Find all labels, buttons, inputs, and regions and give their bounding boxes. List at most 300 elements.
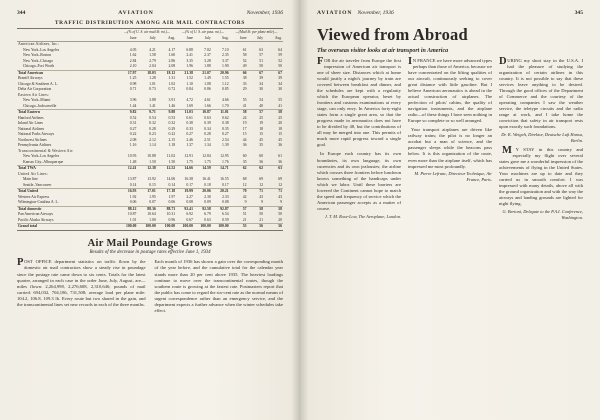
table-cell: 1.58	[149, 53, 156, 58]
table-cell: 88.36	[137, 206, 156, 212]
table-cell: 92.87	[212, 206, 230, 212]
table-cell: 41	[242, 103, 247, 108]
table-cell: 19	[259, 121, 264, 126]
table-cell: 92.41	[176, 206, 194, 212]
contractor-name: Total United	[17, 189, 118, 195]
table-month-header: June	[176, 35, 194, 42]
table-cell: 39	[278, 76, 282, 81]
table-cell: 12.38	[137, 166, 156, 172]
table-cell: 100.00	[176, 224, 194, 231]
table-cell: 41	[278, 103, 282, 108]
table-cell: 12	[242, 182, 247, 187]
table-cell: 10.87	[127, 212, 137, 217]
table-cell: 1.97	[168, 194, 176, 199]
table-cell: 52	[278, 58, 282, 63]
table-cell: 0.98	[129, 81, 137, 86]
table-cell: 2.51	[204, 137, 211, 142]
table-month-header: Aug.	[212, 35, 230, 42]
table-cell: 51	[242, 212, 247, 217]
table-cell: 1.90	[222, 64, 229, 69]
table-cell: 51	[259, 58, 264, 63]
table-cell: 17.01	[137, 189, 156, 195]
table-cell: 92.58	[194, 206, 212, 212]
table-cell: 1.48	[129, 159, 137, 164]
table-cell: 18	[259, 126, 264, 131]
table-cell: 1.70	[222, 103, 229, 108]
contractor-name: Transcontinental & Western Air:	[18, 148, 74, 153]
table-cell: 1.10	[186, 81, 193, 86]
table-cell: 36	[242, 143, 247, 148]
table-cell: 88.73	[157, 206, 176, 212]
table-cell: 0.71	[129, 87, 137, 92]
table-cell: 1.25	[129, 76, 137, 81]
table-cell: 43	[259, 194, 264, 199]
table-cell: 1.18	[168, 143, 176, 148]
table-cell: 1.02	[168, 81, 176, 86]
table-cell: 16.38	[184, 177, 193, 182]
table-cell: 100.00	[194, 224, 212, 231]
table-cell: 35	[259, 143, 264, 148]
table-cell: 1.92	[129, 194, 137, 199]
contractor-name: Braniff Airways	[18, 76, 43, 81]
table-cell: 38	[242, 76, 247, 81]
table-cell: 68	[242, 177, 247, 182]
table-cell: 33	[242, 81, 247, 86]
table-cell: 16.93	[118, 189, 137, 195]
table-cell: 10.31	[166, 212, 176, 217]
drop-cap: P	[17, 257, 24, 269]
table-cell: 60	[259, 154, 264, 159]
table-cell: 4.21	[149, 47, 156, 52]
table-cell: 70	[230, 189, 248, 195]
table-cell: 40	[259, 103, 264, 108]
poundage-article-title: Air Mail Poundage Grows	[87, 237, 213, 249]
table-cell: 0.59	[222, 217, 229, 222]
table-cell: 0.32	[149, 121, 156, 126]
table-cell: 14.71	[212, 166, 230, 172]
table-cell: 56	[264, 224, 283, 231]
table-cell: 1.49	[204, 76, 211, 81]
paragraph: Each month of 1936 has shown a gain over the corresponding month of the year before, and the cumulative total for the calendar year stands more than 20 per cent above 1935. The heaviest loadings continue to move over the transcontinental routes, though the southern route is growing at the fastest rate. Postmasters report that the public has come to regard the six-cent rate as the normal means of urgent correspondence rather than an emergency service, and the department expects a further advance when the winter schedules take effect.	[154, 259, 283, 313]
table-cell: 14.59	[194, 166, 212, 172]
table-cell: 1.88	[204, 64, 211, 69]
contractor-name: New York–Boston	[23, 53, 52, 58]
contractor-name: Western Air Express	[18, 194, 50, 199]
table-cell: 12.52	[157, 166, 176, 172]
table-cell: 44	[242, 137, 247, 142]
table-cell: 57	[259, 53, 264, 58]
left-page-header	[17, 10, 283, 16]
table-cell: 3.35	[186, 58, 193, 63]
table-cell: 9	[261, 200, 264, 205]
table-cell: 100.00	[118, 224, 137, 231]
contractor-name: New York–Miami	[23, 98, 51, 103]
table-cell: 2.15	[168, 137, 176, 142]
table-cell: 0.17	[222, 182, 229, 187]
table-cell: 100.00	[212, 224, 230, 231]
table-cell: 10.64	[147, 212, 156, 217]
table-cell: 9.88	[157, 110, 176, 116]
text-column	[408, 55, 492, 225]
table-cell: 0.14	[168, 182, 176, 187]
table-cell: 20.21	[212, 189, 230, 195]
table-cell: 4.61	[204, 98, 211, 103]
table-cell: 0.27	[129, 126, 137, 131]
attribution: Dr. K. Weigelt, Direktor, Deutsche Luft Hansa, Berlin.	[501, 131, 583, 143]
journal-title-left: AVIATION	[118, 10, 154, 16]
table-cell: 6.88	[186, 47, 193, 52]
table-cell: 100.00	[137, 224, 156, 231]
attribution: M. Pierre Lefranc, Directeur Technique, Air France, Paris.	[414, 171, 492, 182]
table-cell: 60	[242, 154, 247, 159]
table-cell: 1.01	[149, 81, 156, 86]
table-cell: 1.95	[149, 194, 156, 199]
table-cell: 15	[278, 132, 282, 137]
contractor-name: Chicago–Jacksonville	[23, 103, 57, 108]
table-cell: 16.55	[220, 177, 229, 182]
table-month-header: Aug.	[157, 35, 176, 42]
table-cell: 1.75	[186, 159, 193, 164]
table-cell: 9	[244, 200, 247, 205]
contractor-name: Pennsylvania Airlines	[18, 143, 52, 148]
contractor-name: Total American	[17, 70, 118, 76]
poundage-columns	[17, 259, 283, 317]
table-cell: 13.87	[127, 177, 137, 182]
table-cell: 0.73	[149, 87, 156, 92]
table-cell: 0.85	[222, 87, 229, 92]
table-cell: 0.54	[149, 115, 156, 120]
table-cell: 34	[278, 81, 282, 86]
table-cell: 1.50	[149, 159, 156, 164]
table-cell: 25	[278, 115, 282, 120]
table-row	[17, 160, 283, 166]
table-cell: 1.76	[222, 159, 229, 164]
table-cell: 9	[280, 200, 282, 205]
table-cell: 14.06	[166, 177, 176, 182]
table-cell: 0.23	[149, 132, 156, 137]
paragraph: In Europe each country has its own boundaries, its own language, its own currencies and its own jealousies; the airline which crosses three frontiers before luncheon knows something of the handicaps under which we labor. Until these barriers are lowered the Continent cannot hope to match the speed and frequency of service which the American passenger accepts as a matter of course.	[317, 151, 401, 211]
table-cell: 1.01	[129, 217, 137, 222]
table-month-header: Aug.	[264, 35, 283, 42]
table-cell: 0.08	[186, 200, 193, 205]
table-cell: 1.52	[186, 76, 193, 81]
table-cell: 58	[248, 206, 265, 212]
table-cell: 1.75	[204, 159, 211, 164]
table-cell: 49	[242, 64, 247, 69]
abroad-columns	[317, 55, 583, 225]
table-cell: 0.52	[129, 115, 137, 120]
table-cell: 12.84	[202, 154, 211, 159]
table-cell: 0.31	[129, 121, 137, 126]
table-cell: 0.34	[204, 126, 211, 131]
table-cell: 63	[264, 166, 283, 172]
right-page-header	[317, 10, 583, 16]
traffic-table	[17, 28, 283, 231]
table-month-header: July	[248, 35, 265, 42]
poundage-article-subtitle: Results of the decrease in postage rates effective June 1, 1934	[89, 250, 211, 256]
paragraph: I N FRANCE we have more advanced types perhaps than those of America, because we have concentrated on the lifting qualities of our aircraft, continuously seeking to cover great distance with little gasoline. But I believe American aeronautics is ahead in the actual construction of airplanes. The perfection of pilots' cabins, the quality of navigation instruments, and the airplane radio—of these things I have seen nothing in Europe so complete or so well arranged.	[408, 55, 492, 124]
contractor-name: National Airlines	[18, 126, 45, 131]
poundage-article	[17, 238, 283, 317]
contractor-name: Pacific Alaska Airways	[18, 217, 54, 222]
journal-title-right: AVIATION	[317, 10, 353, 16]
table-cell: 1.96	[186, 64, 193, 69]
table-cell: 2.37	[204, 53, 211, 58]
table-cell: 0.62	[222, 115, 229, 120]
table-cell: 17.97	[118, 70, 137, 76]
table-column-group-header: —(% of U. S. air pass. mi.)—	[181, 29, 224, 34]
table-cell: 0.63	[204, 115, 211, 120]
table-cell: 12.91	[184, 154, 193, 159]
contractor-name: New York–Chicago	[23, 58, 53, 63]
table-cell: 2.08	[168, 64, 176, 69]
traffic-table-title: TRAFFIC DISTRIBUTION AMONG AIR MAIL CONTRACTORS	[54, 20, 246, 26]
table-cell: 52	[242, 58, 247, 63]
table-month-header: July	[194, 35, 212, 42]
table-row	[17, 224, 283, 231]
text-column	[155, 259, 284, 317]
table-cell: 20.96	[212, 70, 230, 76]
table-cell: 69	[259, 177, 264, 182]
table-cell: 2.84	[129, 58, 137, 63]
table-cell: 2.54	[222, 137, 229, 142]
contractor-name: Total Eastern	[17, 110, 118, 116]
table-cell: 0.38	[222, 121, 229, 126]
table-cell: 1.16	[129, 143, 137, 148]
text-column	[317, 55, 401, 225]
table-cell: 1.69	[186, 103, 193, 108]
table-cell: 58	[242, 53, 247, 58]
table-cell: 56	[248, 224, 265, 231]
table-cell: 17.18	[157, 189, 176, 195]
table-cell: 2.08	[129, 137, 137, 142]
table-cell: 15	[259, 132, 264, 137]
table-cell: 55	[278, 98, 282, 103]
table-cell: 1.50	[168, 159, 176, 164]
table-cell: 15	[242, 132, 247, 137]
traffic-table-body	[17, 42, 283, 231]
table-cell: 34	[259, 81, 264, 86]
table-cell: 2.35	[222, 53, 229, 58]
table-cell: 24	[242, 115, 247, 120]
table-cell: 0.84	[186, 87, 193, 92]
traffic-table-head	[17, 29, 283, 42]
text-column	[17, 259, 146, 317]
table-cell: 3.96	[129, 98, 137, 103]
table-cell: 39	[259, 76, 264, 81]
right-page	[300, 0, 600, 420]
table-cell: 10.93	[127, 154, 137, 159]
contractor-name: Chicago & Southern A. L.	[18, 81, 58, 86]
table-cell: 0.67	[186, 217, 193, 222]
table-cell: 43	[278, 194, 282, 199]
table-cell: 9.71	[137, 110, 156, 116]
table-cell: 1.41	[149, 103, 156, 108]
table-cell: 2.12	[149, 137, 156, 142]
table-cell: 1.39	[222, 143, 229, 148]
contractor-name: United Air Lines:	[18, 171, 48, 176]
drop-cap: I	[408, 55, 413, 67]
table-cell: 61	[242, 47, 247, 52]
paragraph: Your transport airplanes are driven like railway trains; the pilot is no longer an acrobat but a man of science, and the passenger sleeps while the beacons pass below. It is this organization of the route, even more than the airplane itself, which has impressed me most profoundly.	[408, 127, 492, 169]
contractor-name: Eastern Air Lines:	[18, 92, 50, 97]
table-cell: 0.06	[168, 200, 176, 205]
table-cell: 4.17	[168, 47, 176, 52]
table-cell: 1.12	[222, 81, 229, 86]
table-cell: 0.08	[222, 200, 229, 205]
table-cell: 66	[230, 70, 248, 76]
table-cell: 0.22	[129, 132, 137, 137]
table-cell: 36	[278, 159, 282, 164]
table-cell: 50	[259, 64, 264, 69]
contractor-name: Kansas City–Albuquerque	[23, 159, 64, 164]
table-cell: 11.01	[212, 110, 230, 116]
table-cell: 2.27	[186, 194, 193, 199]
text-column	[499, 55, 583, 225]
table-cell: 10.88	[147, 154, 156, 159]
table-cell: 4.66	[222, 98, 229, 103]
table-cell: 0.09	[204, 200, 211, 205]
contractor-name: American Airlines, Inc.:	[18, 42, 60, 47]
table-cell: 21	[259, 217, 264, 222]
table-cell: 2.10	[129, 64, 137, 69]
table-cell: 1.60	[168, 53, 176, 58]
table-cell: 55	[230, 224, 248, 231]
contractor-name: Wilmington-Catalina A. L.	[18, 200, 59, 205]
table-cell: 1.31	[168, 76, 176, 81]
feature-article-subtitle: The overseas visitor looks at air transport in America	[317, 47, 449, 54]
contractor-name: Pan American Airways	[18, 212, 54, 217]
table-cell: 100.00	[157, 224, 176, 231]
table-cell: 57	[248, 110, 265, 116]
table-cell: 1.00	[149, 217, 156, 222]
table-cell: 1.44	[129, 103, 137, 108]
table-cell: 0.96	[168, 217, 176, 222]
contractor-name: New York–Los Angeles	[23, 154, 60, 159]
table-cell: 50	[278, 64, 282, 69]
table-cell: 0.22	[168, 132, 176, 137]
table-cell: 0.63	[204, 217, 211, 222]
contractor-name: Seattle–Vancouver	[23, 182, 52, 187]
table-cell: 61	[278, 154, 282, 159]
table-cell: 17	[242, 126, 247, 131]
table-month-header: June	[118, 35, 137, 42]
contractor-name: Main line	[23, 177, 38, 182]
paragraph: POST OFFICE department statistics on traffic flown by the domestic air mail contractors show a steady rise in poundage since the postage rate came down to six cents. Totals for the latest quarter, arranged in each case in the order June, July, August, are—miles flown: 2,264,998, 2,276,608, 2,310,646; pounds of mail carried: 694,032, 704,186, 731,508; average load per plane mile: 104.2, 106.8, 109.3 lb. Every route but two shared in the gain, and the transcontinental lines set new records in each of the three months.	[17, 257, 146, 307]
table-cell: 0.15	[149, 182, 156, 187]
contractor-name: Northwest Airlines	[18, 137, 47, 142]
table-cell: 36	[259, 159, 264, 164]
table-cell: 58	[264, 110, 283, 116]
table-cell: 6.54	[222, 212, 229, 217]
table-cell: 1.08	[204, 81, 211, 86]
table-cell: 58	[264, 206, 283, 212]
table-cell: 1.34	[204, 143, 211, 148]
contractor-name: National Parks Airways	[18, 132, 55, 137]
drop-cap: M	[502, 144, 512, 156]
table-cell: 1.55	[222, 76, 229, 81]
table-cell: 57	[230, 206, 248, 212]
table-cell: 7.02	[204, 47, 211, 52]
table-cell: 0.29	[168, 126, 176, 131]
table-cell: 69	[278, 177, 282, 182]
table-cell: 18.03	[137, 70, 156, 76]
table-cell: 6.79	[204, 212, 211, 217]
table-cell: 1.28	[149, 76, 156, 81]
table-cell: 0.28	[149, 126, 156, 131]
table-cell: 3.91	[168, 98, 176, 103]
table-cell: 29	[242, 87, 247, 92]
contractor-name: Total TWA	[17, 166, 118, 172]
table-cell: 71	[264, 189, 283, 195]
table-name-column-header	[17, 29, 118, 42]
table-cell: 45	[278, 137, 282, 142]
table-cell: 54	[259, 98, 264, 103]
table-cell: 30	[259, 87, 264, 92]
contractor-name: New York–Los Angeles	[23, 47, 60, 52]
table-cell: 2.30	[204, 194, 211, 199]
table-cell: 0.39	[204, 121, 211, 126]
table-cell: 88.12	[118, 206, 137, 212]
table-cell: 50	[259, 212, 264, 217]
table-cell: 0.14	[129, 182, 137, 187]
table-cell: 1.66	[204, 103, 211, 108]
table-cell: 12	[259, 182, 264, 187]
table-cell: 25	[259, 115, 264, 120]
table-cell: 0.86	[204, 87, 211, 92]
table-cell: 0.18	[204, 182, 211, 187]
table-cell: 3.28	[204, 58, 211, 63]
table-cell: 11.02	[166, 154, 176, 159]
table-cell: 62	[248, 166, 265, 172]
table-cell: 14.66	[176, 166, 194, 172]
table-cell: 64	[278, 47, 282, 52]
table-cell: 36	[278, 143, 282, 148]
table-cell: 45	[259, 137, 264, 142]
table-cell: 2.79	[149, 58, 156, 63]
table-cell: 12	[278, 182, 282, 187]
table-cell: 10.87	[194, 110, 212, 116]
table-cell: 2.86	[168, 58, 176, 63]
issue-date-left: November, 1936	[246, 10, 283, 16]
contractor-name: Hanford Airlines	[18, 115, 44, 120]
table-cell: 2.04	[149, 64, 156, 69]
table-cell: 0.28	[204, 132, 211, 137]
contractor-name: Inland Air Lines	[18, 121, 43, 126]
table-cell: 0.32	[168, 121, 176, 126]
table-cell: 0.06	[129, 200, 137, 205]
table-cell: 0.38	[186, 121, 193, 126]
table-cell: 13.92	[147, 177, 156, 182]
table-cell: 2.41	[186, 53, 193, 58]
contractor-name: Total domestic	[17, 206, 118, 212]
contractor-name: Chicago–Fort Worth	[23, 64, 55, 69]
paragraph: DURING my short stay in the U.S.A. I had the pleasure of studying the organization of certain airlines in this country. It is not possible to say that these services leave anything to be desired. Through the good offices of the Department of Commerce and the courtesy of the operating companies I saw the weather service, the teletype circuits and the radio range at work, and I take home the conviction that safety in air transport rests upon exactly such foundations.	[499, 55, 583, 130]
table-cell: 2.33	[222, 194, 229, 199]
issue-date-right: November, 1936	[357, 10, 394, 16]
attribution: G. Bertoni, Delegate to the P.A.I. Conference, Washington.	[502, 209, 583, 220]
table-cell: 4.72	[186, 98, 193, 103]
table-cell: 1.62	[129, 53, 137, 58]
table-cell: 19.99	[176, 189, 194, 195]
table-cell: 0.27	[186, 132, 193, 137]
table-cell: 1.14	[149, 143, 156, 148]
table-cell: 71	[248, 189, 265, 195]
table-cell: 1.37	[186, 143, 193, 148]
table-column-group-header: —(% of U. S. air mail lb. mi.)—	[124, 29, 171, 34]
right-page-number: 345	[574, 10, 583, 16]
table-cell: 50	[278, 212, 282, 217]
